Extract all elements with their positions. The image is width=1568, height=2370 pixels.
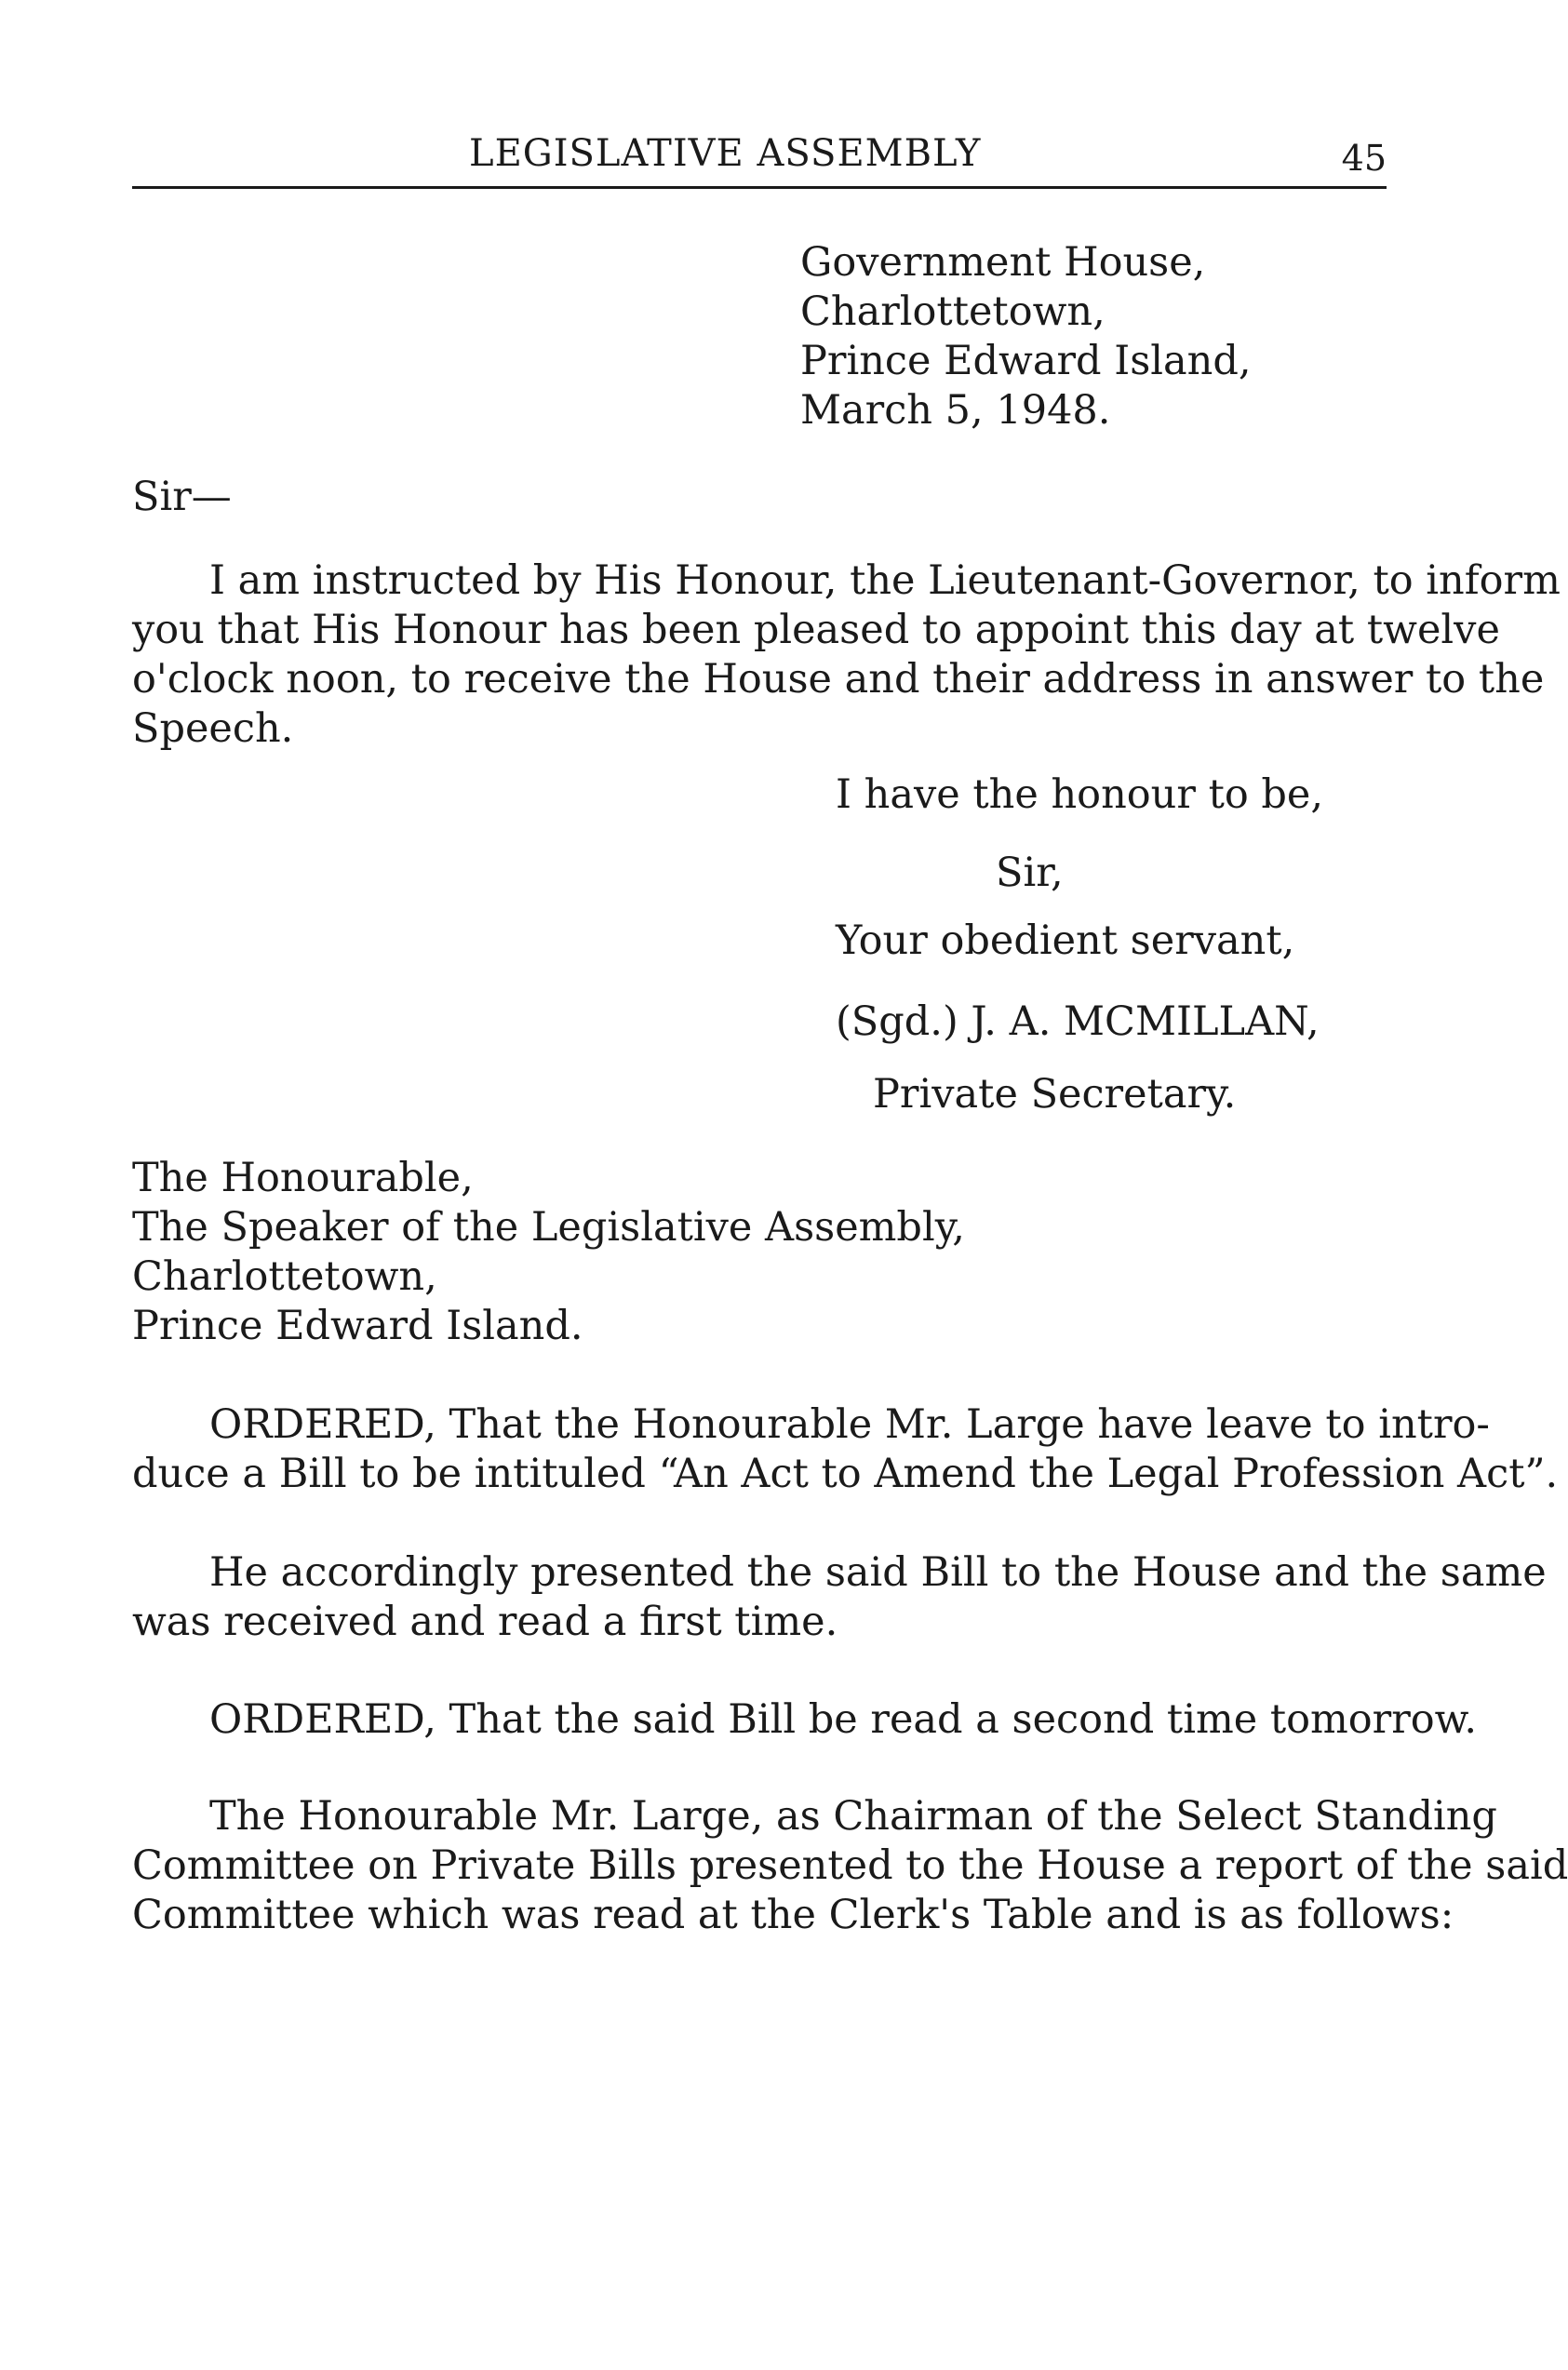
- salutation: Sir—: [132, 474, 232, 520]
- text-line: duce a Bill to be intituled “An Act to Amend the Legal Profession Act”.: [132, 1451, 1559, 1497]
- running-head: [132, 132, 1387, 189]
- text-line: o'clock noon, to receive the House and their address in answer to the: [132, 656, 1545, 703]
- text-line: The Honourable Mr. Large, as Chairman of the Select Standing: [209, 1793, 1497, 1840]
- text-line: He accordingly presented the said Bill to the House and the same: [209, 1549, 1547, 1596]
- text-line: Speech.: [132, 705, 294, 752]
- addressee-line: The Speaker of the Legislative Assembly,: [132, 1204, 965, 1251]
- text-line: Committee on Private Bills presented to the House a report of the said: [132, 1842, 1568, 1889]
- signatory-title: Private Secretary.: [873, 1071, 1237, 1118]
- addressee-line: Charlottetown,: [132, 1253, 437, 1300]
- page-number: 45: [1341, 138, 1387, 179]
- letter-date: March 5, 1948.: [800, 387, 1111, 434]
- closing-line: I have the honour to be,: [836, 771, 1324, 818]
- address-line: Charlottetown,: [800, 288, 1106, 335]
- text-line: was received and read a first time.: [132, 1599, 838, 1645]
- address-line: Prince Edward Island,: [800, 338, 1252, 384]
- addressee-line: The Honourable,: [132, 1155, 474, 1201]
- text-line: Committee which was read at the Clerk's Table and is as follows:: [132, 1892, 1454, 1938]
- paragraph-ordered-second: ORDERED, That the said Bill be read a second time tomorrow.: [209, 1696, 1478, 1743]
- text-line: you that His Honour has been pleased to appoint this day at twelve: [132, 607, 1500, 653]
- closing-line: Sir,: [996, 850, 1064, 896]
- text-line: ORDERED, That the Honourable Mr. Large have leave to intro-: [209, 1401, 1490, 1448]
- running-title: LEGISLATIVE ASSEMBLY: [469, 132, 982, 175]
- text-line: I am instructed by His Honour, the Lieutenant-Governor, to inform: [209, 557, 1561, 604]
- addressee-line: Prince Edward Island.: [132, 1303, 583, 1349]
- address-line: Government House,: [800, 239, 1206, 286]
- signature: (Sgd.) J. A. MCMILLAN,: [836, 998, 1320, 1045]
- closing-line: Your obedient servant,: [836, 917, 1295, 964]
